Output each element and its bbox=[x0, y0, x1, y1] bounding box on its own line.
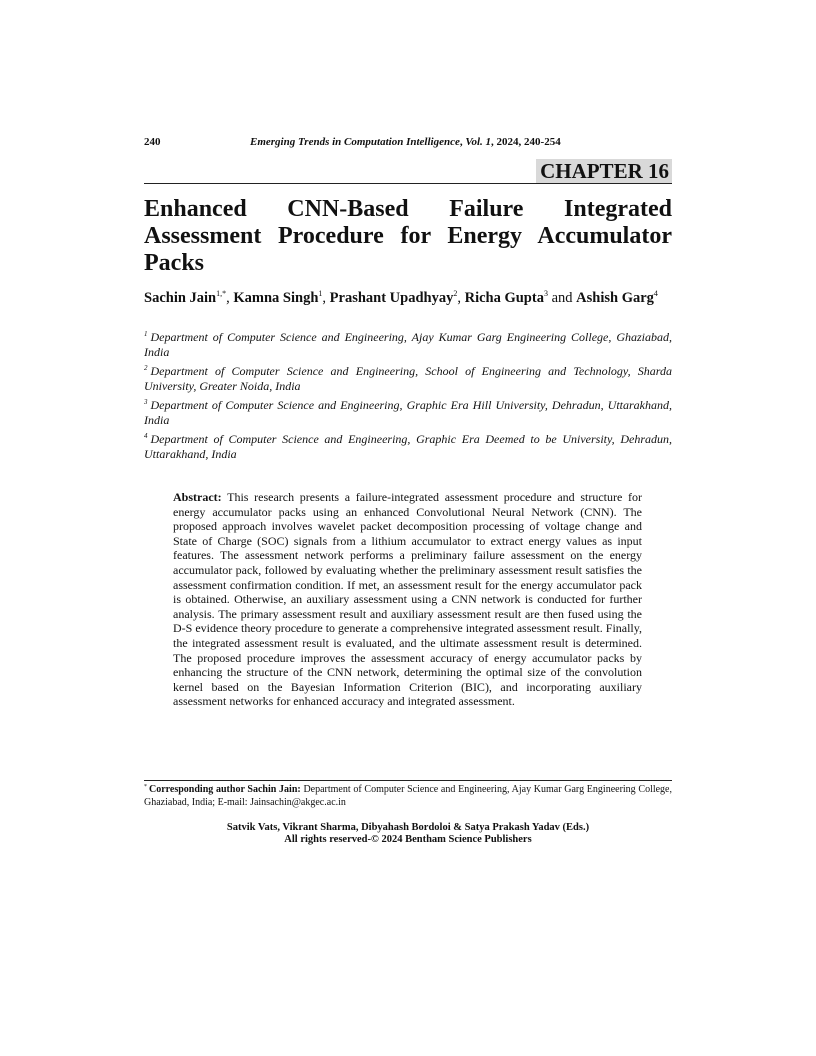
header-divider bbox=[144, 183, 672, 184]
author-name: Ashish Garg bbox=[576, 290, 654, 306]
journal-volume: Vol. 1 bbox=[465, 136, 492, 148]
page-number: 240 bbox=[144, 136, 161, 148]
author-affil-marker: 1,* bbox=[216, 289, 227, 298]
author-separator: , bbox=[226, 290, 234, 306]
journal-sep: , bbox=[459, 136, 466, 148]
abstract-label: Abstract: bbox=[173, 490, 222, 504]
author-name: Richa Gupta bbox=[464, 290, 544, 306]
footnote-label: Corresponding author Sachin Jain: bbox=[149, 784, 301, 795]
author-separator: and bbox=[547, 290, 577, 306]
abstract bbox=[173, 490, 642, 709]
author-affil-marker: 1 bbox=[318, 289, 323, 298]
affiliation-marker: 4 bbox=[144, 432, 148, 440]
footnote-marker: * bbox=[144, 784, 147, 790]
author-affil-marker: 2 bbox=[453, 289, 458, 298]
affiliation-item bbox=[144, 398, 672, 428]
author-list bbox=[144, 289, 672, 308]
affiliation-marker: 3 bbox=[144, 398, 148, 406]
affiliation-item bbox=[144, 432, 672, 462]
affiliation-text: Department of Computer Science and Engineering, School of Engineering and Technology, Sharda University, Greater Noida, India bbox=[144, 364, 672, 393]
copyright-line: All rights reserved-© 2024 Bentham Science Publishers bbox=[284, 834, 532, 845]
author-affil-marker: 3 bbox=[543, 289, 548, 298]
chapter-title: Enhanced CNN-Based Failure Integrated Assessment Procedure for Energy Accumulator Packs bbox=[144, 196, 672, 276]
author-separator: , bbox=[457, 290, 465, 306]
affiliation-item bbox=[144, 330, 672, 360]
affiliation-marker: 2 bbox=[144, 364, 148, 372]
editors-line: Satvik Vats, Vikrant Sharma, Dibyahash Bordoloi & Satya Prakash Yadav (Eds.) bbox=[226, 822, 590, 833]
abstract-text: This research presents a failure-integrated assessment procedure and structure for energy accumulator packs using an enhanced Convolutional Neural Network (CNN). The proposed approach involves wavelet packet decomposition processing of voltage change and State of Charge (SOC) signals from a lithium accumulator to extract energy values as input features. The assessment network performs a preliminary failure assessment on the energy accumulator pack, followed by evaluating whether the preliminary assessment result satisfies the assessment confirmation condition. If met, an assessment result for the energy accumulator pack is obtained. Otherwise, an auxiliary assessment using a CNN network is conducted for further analysis. The primary assessment result and auxiliary assessment result are then fused using the D-S evidence theory procedure to generate a comprehensive integrated assessment result. Finally, the integrated assessment result is evaluated, and the ultimate assessment result is determined. The proposed procedure improves the assessment accuracy of energy accumulator packs by enhancing the structure of the CNN network, determining the optimal size of the convolution kernel based on the Bayesian Information Criterion (BIC), and incorporating auxiliary assessment networks for enhanced accuracy and integrated assessment. bbox=[173, 490, 642, 709]
chapter-label: CHAPTER 16 bbox=[536, 159, 672, 183]
editors-block bbox=[144, 822, 672, 846]
affiliation-text: Department of Computer Science and Engineering, Ajay Kumar Garg Engineering College, Ghaziabad, India bbox=[144, 330, 672, 359]
author-name: Sachin Jain bbox=[144, 290, 217, 306]
author-affil-marker: 4 bbox=[653, 289, 658, 298]
author-separator: , bbox=[322, 290, 330, 306]
corresponding-author-footnote bbox=[144, 784, 672, 809]
affiliation-text: Department of Computer Science and Engineering, Graphic Era Hill University, Dehradun, Uttarakhand, India bbox=[144, 398, 672, 427]
affiliation-item bbox=[144, 364, 672, 394]
author-name: Prashant Upadhyay bbox=[329, 290, 454, 306]
author-name: Kamna Singh bbox=[233, 290, 319, 306]
affiliation-list bbox=[144, 330, 672, 466]
journal-title: Emerging Trends in Computation Intelligence bbox=[250, 136, 460, 148]
footnote-text: Department of Computer Science and Engineering, Ajay Kumar Garg Engineering College, Ghaziabad, India; E-mail: Jainsachin@akgec.ac.in bbox=[144, 784, 672, 808]
footnote-divider bbox=[144, 780, 672, 781]
affiliation-text: Department of Computer Science and Engineering, Graphic Era Deemed to be University, Dehradun, Uttarakhand, India bbox=[144, 432, 672, 461]
journal-year-pages: , 2024, 240-254 bbox=[491, 136, 561, 148]
affiliation-marker: 1 bbox=[144, 330, 148, 338]
running-head bbox=[250, 136, 561, 148]
